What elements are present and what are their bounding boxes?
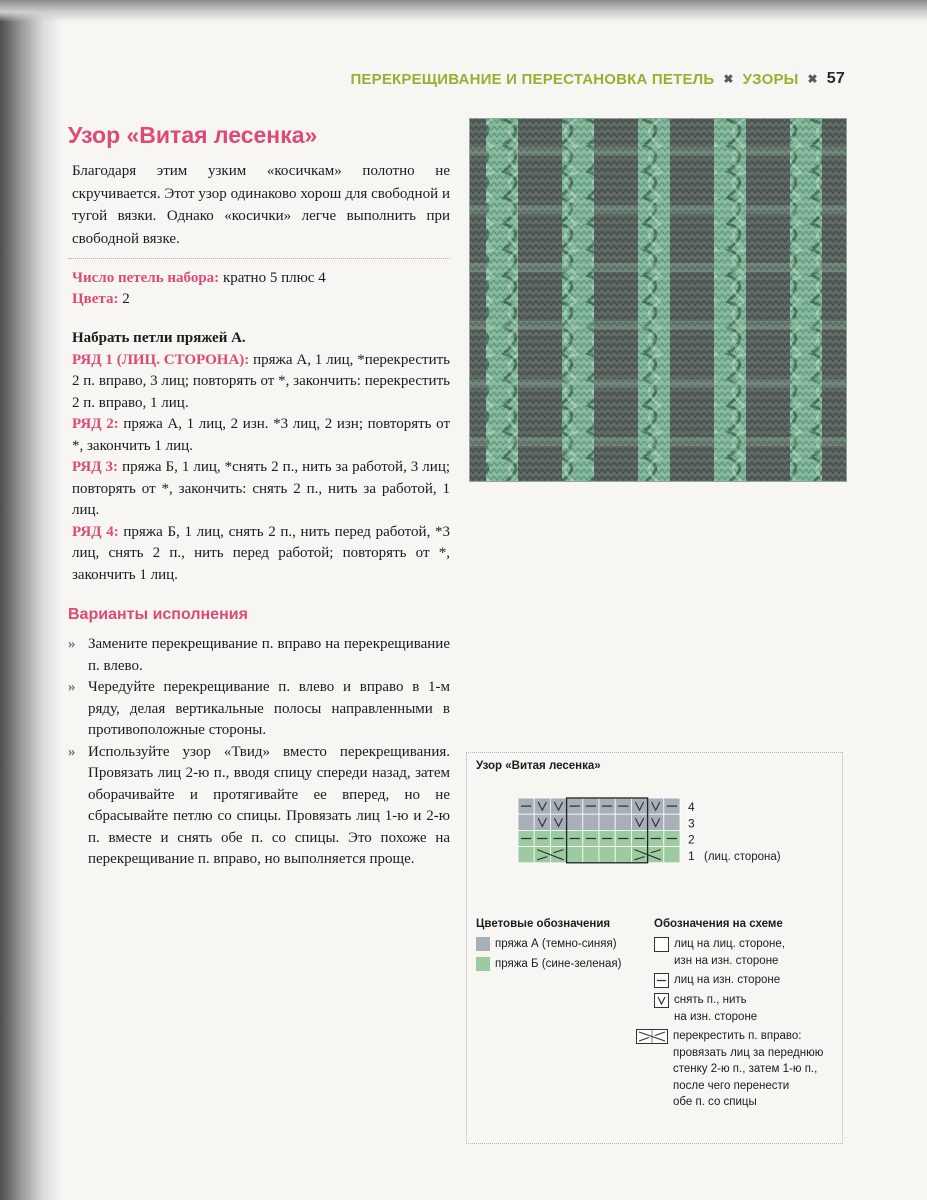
chart-cell	[550, 814, 566, 830]
row-label: РЯД 4:	[72, 523, 119, 540]
list-item	[68, 634, 450, 677]
chart-row-label: 3	[688, 816, 695, 831]
swatch-texture	[470, 119, 847, 482]
row-instruction	[72, 457, 450, 522]
chart-row1-note: (лиц. сторона)	[704, 850, 781, 863]
symbol-legend-title: Обозначения на схеме	[654, 918, 783, 930]
cast-on-instruction: Набрать петли пряжей А.	[72, 330, 246, 346]
page-binding-shadow	[0, 0, 62, 1200]
header-separator-icon: ✖	[807, 72, 818, 86]
variants-title: Варианты исполнения	[68, 606, 248, 623]
chart-cell	[648, 847, 664, 863]
running-header	[350, 70, 845, 88]
page-top-shadow	[0, 0, 927, 22]
yarn-b-swatch	[476, 957, 490, 971]
chart-cell	[518, 847, 534, 863]
header-separator-icon: ✖	[723, 72, 734, 86]
chart-cell	[648, 814, 664, 830]
page-number: 57	[826, 70, 845, 87]
row-label: РЯД 1 (ЛИЦ. СТОРОНА):	[72, 351, 250, 368]
row-text: пряжа Б, 1 лиц, снять 2 п., нить перед работой, *3 лиц, снять 2 п., нить перед работой; повторять от *, закончить 1 лиц.	[72, 523, 450, 583]
symbol-legend-item	[654, 992, 757, 1025]
symbol-legend-line: обе п. со спицы	[673, 1096, 757, 1108]
symbol-legend-line: провязать лиц за переднюю	[673, 1046, 824, 1059]
symbol-legend-line: изн на изн. стороне	[674, 954, 779, 967]
variant-text: Замените перекрещивание п. вправо на перекрещивание п. влево.	[88, 636, 450, 674]
stitch-count	[72, 268, 326, 289]
stitch-count-label: Число петель набора:	[72, 270, 220, 286]
row-text: пряжа Б, 1 лиц, *снять 2 п., нить за работой, 3 лиц; повторять от *, закончить: снять 2 п., нить за работой, 1 лиц.	[72, 459, 451, 518]
symbol-legend-item	[654, 936, 785, 969]
v-square-icon	[654, 993, 669, 1008]
chart-cell	[583, 814, 599, 830]
symbol-legend-line: лиц на лиц. стороне,	[674, 938, 785, 950]
chart-cell	[664, 814, 680, 830]
instructions	[72, 328, 450, 586]
empty-square-icon	[654, 937, 669, 952]
chart-cell	[567, 847, 583, 863]
row-text: пряжа А, 1 лиц, *перекрестить 2 п. вправо, 3 лиц; повторять от *, закончить: перекрестить 2 п. вправо, 1 лиц.	[72, 351, 450, 411]
chart-row-label: 4	[688, 800, 695, 815]
color-count-label: Цвета:	[72, 291, 119, 307]
dash-square-icon	[654, 973, 669, 988]
symbol-legend-line: лиц на изн. стороне	[674, 974, 781, 986]
bullet-icon: »	[68, 679, 76, 695]
knit-swatch-image	[470, 119, 847, 482]
chart-cell	[664, 847, 680, 863]
divider	[68, 258, 450, 259]
header-section: ПЕРЕКРЕЩИВАНИЕ И ПЕРЕСТАНОВКА ПЕТЕЛЬ	[350, 70, 715, 88]
bullet-icon: »	[68, 636, 76, 652]
color-legend-label: пряжа А (темно-синяя)	[495, 938, 617, 950]
row-label: РЯД 2:	[72, 416, 119, 432]
cross-right-icon	[636, 1029, 668, 1044]
chart-cell	[518, 814, 534, 830]
color-count	[72, 289, 326, 310]
color-legend-item	[476, 936, 617, 953]
chart-cell	[631, 814, 647, 830]
color-legend-label: пряжа Б (сине-зеленая)	[495, 958, 622, 970]
list-item	[68, 677, 450, 742]
knit-swatch-photo	[469, 118, 847, 482]
pattern-specs	[72, 268, 326, 310]
stitch-count-value: кратно 5 плюс 4	[222, 270, 326, 286]
chart-cell	[534, 847, 550, 863]
variant-text: Используйте узор «Твид» вместо перекрещивания. Провязать лиц 2-ю п., вводя спицу спереди назад, затем оборачивайте и протягивайте ее вперед, но не сбрасывайте петлю со спицы. Провязать лиц 1-ю и 2-ю п. вместе и снять обе п. со спицы. Это похоже на перекрещивание п. вправо, но выполняется проще.	[88, 743, 450, 867]
variants-list	[68, 634, 450, 871]
chart-cell	[631, 847, 647, 863]
chart-cell	[615, 847, 631, 863]
chart-title: Узор «Витая лесенка»	[476, 760, 601, 772]
yarn-a-swatch	[476, 937, 490, 951]
list-item	[68, 742, 450, 871]
color-count-value: 2	[122, 291, 130, 307]
chart-cell	[567, 814, 583, 830]
intro-paragraph: Благодаря этим узким «косичкам» полотно не скручивается. Этот узор одинаково хорош для свободной и тугой вязки. Однако «косички» легче выполнить при свободной вязке.	[72, 163, 450, 247]
chart-cell	[583, 847, 599, 863]
symbol-legend-item	[636, 1028, 823, 1111]
pattern-title: Узор «Витая лесенка»	[68, 122, 318, 148]
row-instruction	[72, 350, 450, 415]
chart-cell	[599, 847, 615, 863]
symbol-legend-line: на изн. стороне	[674, 1010, 758, 1023]
chart-row-label: 2	[688, 832, 695, 847]
chart-cell	[599, 814, 615, 830]
row-instruction	[72, 522, 450, 587]
row-label: РЯД 3:	[72, 459, 119, 475]
chart-cell	[534, 798, 550, 814]
chart-cell	[550, 798, 566, 814]
bullet-icon: »	[68, 743, 76, 760]
row-instruction	[72, 414, 450, 457]
chart-row-label: 1	[688, 848, 695, 863]
symbol-legend-line: перекрестить п. вправо:	[673, 1030, 802, 1042]
variant-text: Чередуйте перекрещивание п. влево и вправо в 1-м ряду, делая вертикальные полосы направленными в противоположные стороны.	[88, 679, 450, 738]
color-legend-title: Цветовые обозначения	[476, 918, 611, 930]
symbol-legend-item	[654, 972, 780, 989]
symbol-legend-line: после чего перенести	[673, 1079, 790, 1092]
header-chapter: УЗОРЫ	[742, 70, 799, 88]
chart-cell	[615, 814, 631, 830]
chart-cell	[648, 798, 664, 814]
row-text: пряжа А, 1 лиц, 2 изн. *3 лиц, 2 изн; повторять от *, закончить 1 лиц.	[72, 416, 450, 454]
chart-cell	[534, 814, 550, 830]
symbol-legend-line: снять п., нить	[674, 994, 747, 1006]
chart-cell	[631, 798, 647, 814]
color-legend-item	[476, 956, 621, 973]
pattern-chart	[510, 790, 830, 890]
symbol-legend-line: стенку 2-ю п., затем 1-ю п.,	[673, 1063, 818, 1075]
chart-cell	[550, 847, 566, 863]
